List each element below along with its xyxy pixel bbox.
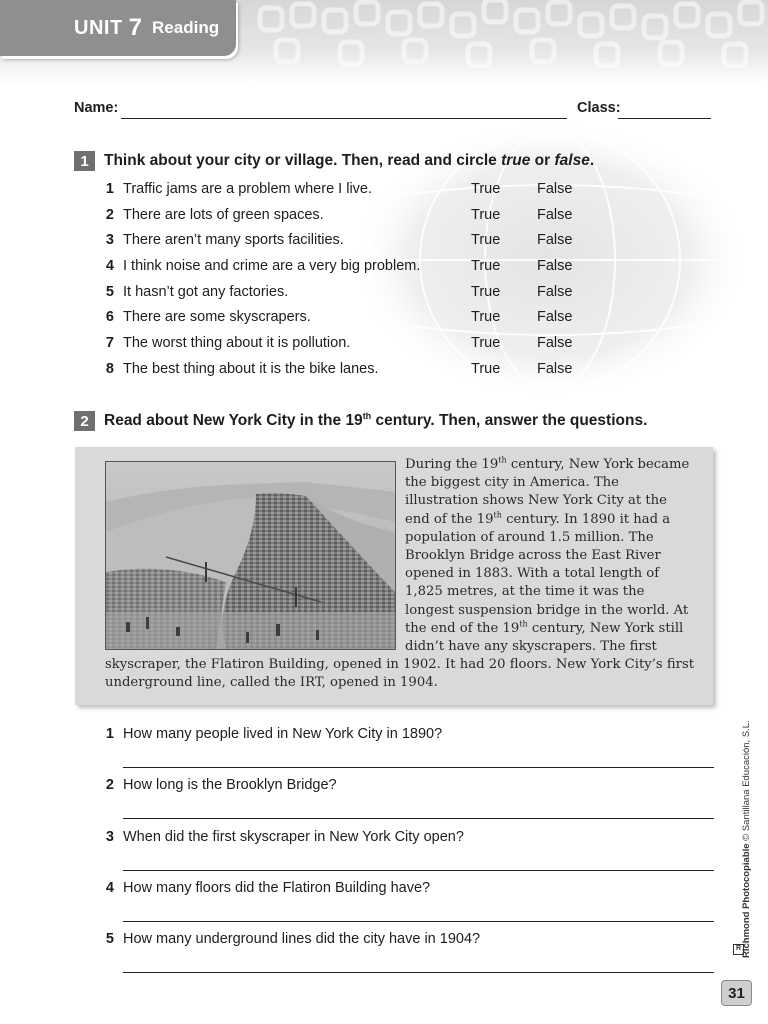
question-number: 3 xyxy=(105,828,114,845)
unit-tab xyxy=(0,0,236,56)
question-number: 4 xyxy=(105,879,114,896)
publisher-logo-icon: R xyxy=(733,944,744,955)
item-number: 4 xyxy=(105,258,114,275)
answer-line[interactable] xyxy=(123,921,714,922)
answer-line[interactable] xyxy=(123,972,714,973)
story-text: During the 19th century, New York became the biggest city in America. The illustration shows New York City at the end of the 19th century. In 1890 it had a population of around 1.5 million. The Brooklyn Bridge across the East River opened in 1883. With a total length of 1,825 metres, at the time it was the longest suspension bridge in the world. At the end of the 19th century, New York still didn’t have any skyscrapers. The first skyscraper, the Flatiron Building, opened in 1902. It had 20 floors. New York City’s first underground line, called the IRT, opened in 1904. xyxy=(105,455,695,691)
unit-number: 7 xyxy=(128,14,143,41)
question-number: 1 xyxy=(105,726,114,742)
section-title: Reading xyxy=(152,18,220,37)
item-number: 7 xyxy=(105,335,114,352)
copyright-notice xyxy=(741,720,752,958)
exercise-2-heading xyxy=(74,410,647,432)
page-number: 31 xyxy=(721,980,752,1006)
answer-line[interactable] xyxy=(123,767,714,768)
true-option[interactable]: True xyxy=(471,360,501,377)
false-option[interactable]: False xyxy=(537,335,573,352)
false-option[interactable]: False xyxy=(537,309,573,326)
exercise-1-instruction: Think about your city or village. Then, read and circle true or false. xyxy=(104,152,595,169)
list-item xyxy=(104,309,584,335)
list-item xyxy=(104,335,584,361)
true-option[interactable]: True xyxy=(471,181,501,197)
statement: The best thing about it is the bike lanes. xyxy=(123,360,379,377)
reading-text-box xyxy=(75,447,713,705)
list-item xyxy=(104,258,584,284)
exercise-number-badge: 1 xyxy=(74,151,95,171)
statement: It hasn’t got any factories. xyxy=(123,283,289,300)
false-option[interactable]: False xyxy=(537,360,573,377)
copyright-text: © Santillana Educación, S.L. xyxy=(741,720,752,841)
list-item xyxy=(104,361,584,387)
question-list xyxy=(104,723,714,979)
question-item xyxy=(104,774,714,825)
answer-line[interactable] xyxy=(123,818,714,819)
question-item xyxy=(104,877,714,928)
question-text: How long is the Brooklyn Bridge? xyxy=(123,777,337,794)
true-false-list xyxy=(104,181,584,387)
photocopiable-label: Photocopiable xyxy=(741,843,752,909)
name-class-row xyxy=(74,100,712,122)
item-number: 3 xyxy=(105,232,114,249)
list-item xyxy=(104,284,584,310)
true-option[interactable]: True xyxy=(471,335,501,352)
item-number: 1 xyxy=(105,181,114,197)
class-field[interactable] xyxy=(618,118,711,119)
exercise-2-instruction: Read about New York City in the 19th century. Then, answer the questions. xyxy=(104,411,648,430)
name-field[interactable] xyxy=(121,118,567,119)
question-text: How many floors did the Flatiron Building have? xyxy=(123,879,431,896)
list-item xyxy=(104,232,584,258)
question-item xyxy=(104,723,714,774)
statement: There are some skyscrapers. xyxy=(123,309,311,326)
class-label: Class: xyxy=(577,100,621,116)
answer-line[interactable] xyxy=(123,870,714,871)
false-option[interactable]: False xyxy=(537,181,573,197)
question-number: 2 xyxy=(105,777,114,794)
true-option[interactable]: True xyxy=(471,232,501,249)
question-item xyxy=(104,826,714,877)
statement: I think noise and crime are a very big problem. xyxy=(123,258,421,275)
unit-label: UNIT xyxy=(74,16,123,39)
list-item xyxy=(104,207,584,233)
true-option[interactable]: True xyxy=(471,309,501,326)
false-option[interactable]: False xyxy=(537,283,573,300)
exercise-1-heading xyxy=(74,150,594,172)
item-number: 8 xyxy=(105,360,114,377)
question-item xyxy=(104,928,714,979)
exercise-number-badge: 2 xyxy=(74,411,95,431)
list-item xyxy=(104,181,584,207)
statement: There are lots of green spaces. xyxy=(123,206,324,223)
item-number: 2 xyxy=(105,206,114,223)
item-number: 6 xyxy=(105,309,114,326)
false-option[interactable]: False xyxy=(537,258,573,275)
true-option[interactable]: True xyxy=(471,206,501,223)
question-text: When did the first skyscraper in New York City open? xyxy=(123,828,464,845)
question-number: 5 xyxy=(105,931,114,948)
statement: Traffic jams are a problem where I live. xyxy=(123,181,373,197)
question-text: How many people lived in New York City in 1890? xyxy=(123,726,443,742)
name-label: Name: xyxy=(74,100,119,116)
false-option[interactable]: False xyxy=(537,232,573,249)
statement: There aren’t many sports facilities. xyxy=(123,232,344,249)
true-option[interactable]: True xyxy=(471,283,501,300)
false-option[interactable]: False xyxy=(537,206,573,223)
true-option[interactable]: True xyxy=(471,258,501,275)
statement: The worst thing about it is pollution. xyxy=(123,335,351,352)
publisher-name: Richmond xyxy=(741,911,752,958)
item-number: 5 xyxy=(105,283,114,300)
question-text: How many underground lines did the city have in 1904? xyxy=(123,931,481,948)
